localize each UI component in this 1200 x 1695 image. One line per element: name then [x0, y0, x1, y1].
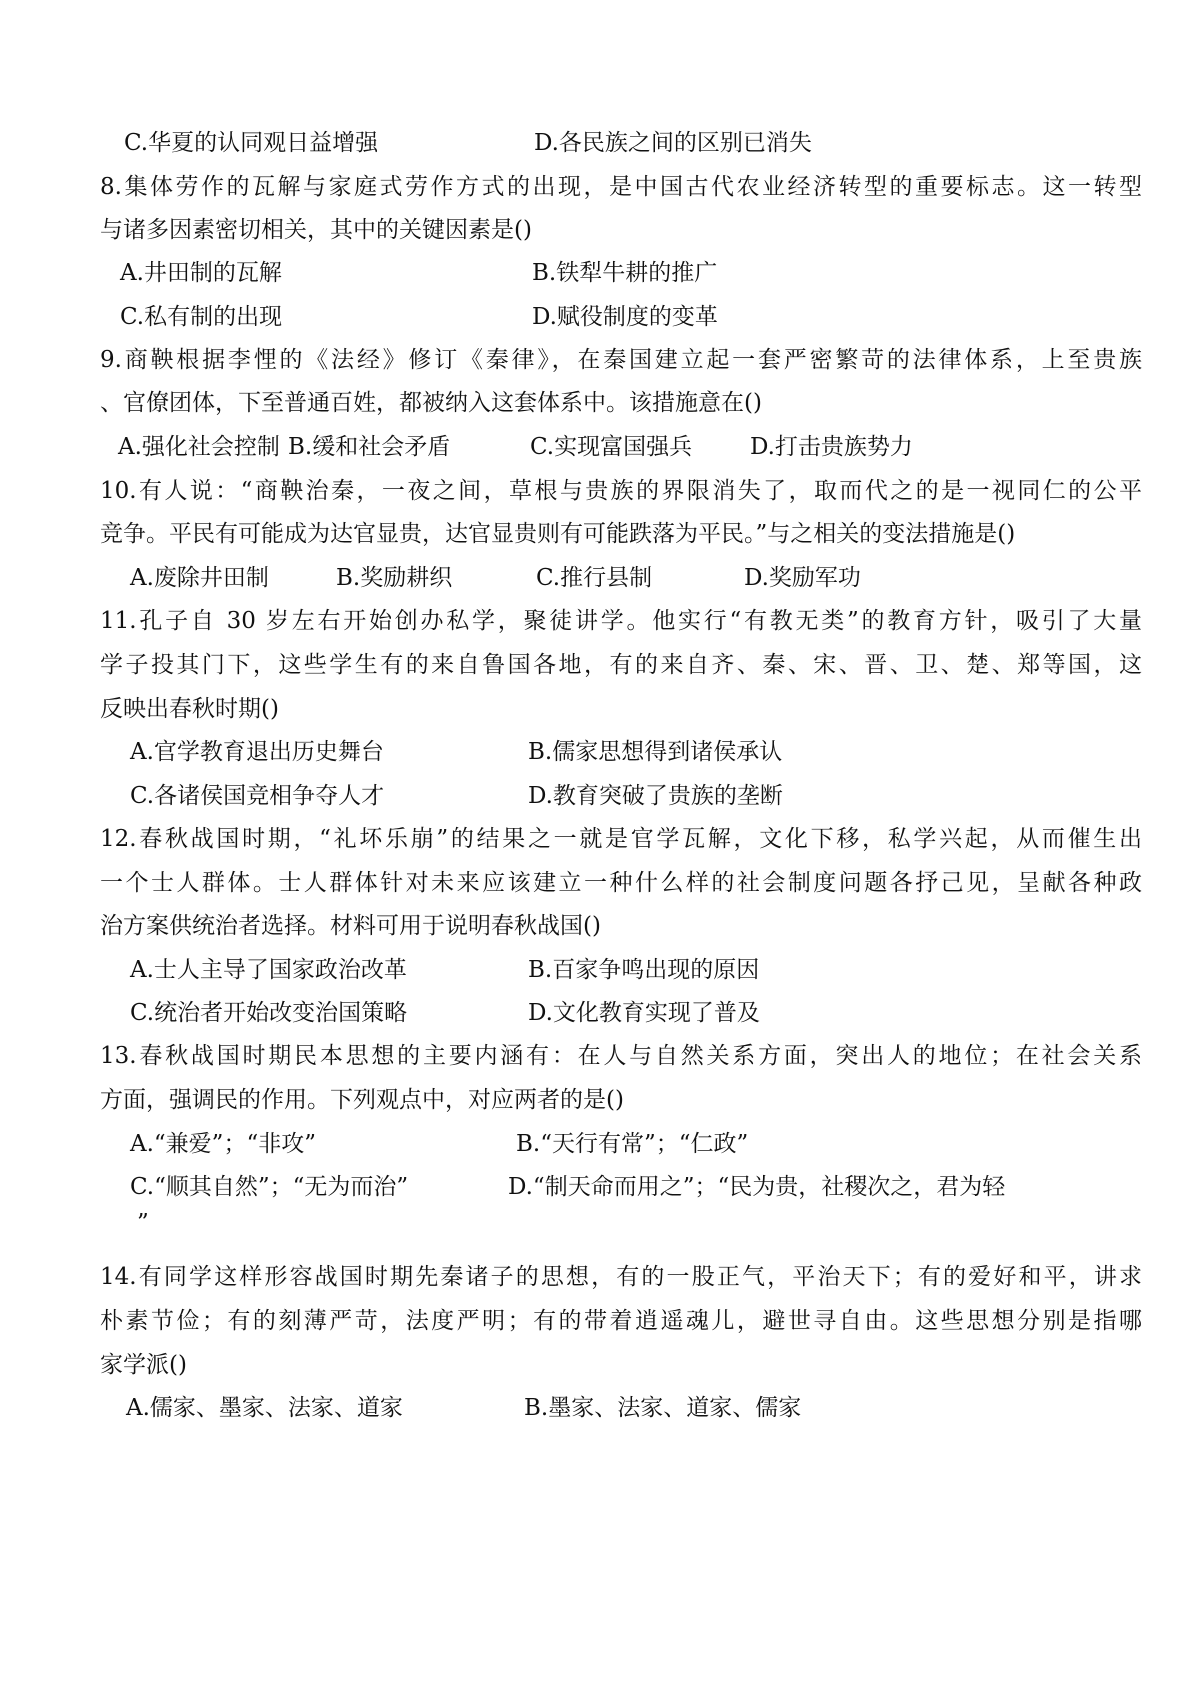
q12-option-a: A.士人主导了国家政治改革 — [130, 957, 407, 983]
q8-option-c: C.私有制的出现 — [120, 304, 283, 330]
q11-stem-line-1: 11.孔子自 30 岁左右开始创办私学，聚徒讲学。他实行“有教无类”的教育方针，吸引了大量 — [100, 608, 1142, 634]
q14-stem-line-1: 14.有同学这样形容战国时期先秦诸子的思想，有的一股正气，平治天下；有的爱好和平，讲求 — [100, 1264, 1142, 1290]
q8-option-b: B.铁犁牛耕的推广 — [532, 260, 718, 286]
q9-option-c: C.实现富国强兵 — [530, 434, 693, 460]
q12-stem-line-2: 一个士人群体。士人群体针对未来应该建立一种什么样的社会制度问题各抒己见，呈献各种政 — [100, 870, 1142, 896]
q11-option-b: B.儒家思想得到诸侯承认 — [528, 739, 783, 765]
q10-option-d: D.奖励军功 — [744, 565, 861, 591]
q12-option-b: B.百家争鸣出现的原因 — [528, 957, 760, 983]
q11-option-d: D.教育突破了贵族的垄断 — [528, 783, 783, 809]
q7-option-c: C.华夏的认同观日益增强 — [124, 130, 379, 156]
q11-option-c: C.各诸侯国竞相争夺人才 — [130, 783, 385, 809]
q13-option-c: C.“顺其自然”；“无为而治” — [130, 1174, 409, 1200]
q13-stem-line-1: 13.春秋战国时期民本思想的主要内涵有：在人与自然关系方面，突出人的地位；在社会关系 — [100, 1043, 1142, 1069]
q13-option-a: A.“兼爱”；“非攻” — [130, 1131, 316, 1157]
q10-stem-line-2: 竞争。平民有可能成为达官显贵，达官显贵则有可能跌落为平民。”与之相关的变法措施是() — [100, 521, 1016, 547]
q9-option-a: A.强化社会控制 — [118, 434, 280, 460]
q10-option-c: C.推行县制 — [536, 565, 653, 591]
q14-option-b: B.墨家、法家、道家、儒家 — [524, 1395, 802, 1421]
q12-stem-line-1: 12.春秋战国时期，“礼坏乐崩”的结果之一就是官学瓦解，文化下移，私学兴起，从而催生出 — [100, 826, 1142, 852]
q10-stem-line-1: 10.有人说：“商鞅治秦，一夜之间，草根与贵族的界限消失了，取而代之的是一视同仁的公平 — [100, 478, 1142, 504]
q9-stem-line-2: 、官僚团体，下至普通百姓，都被纳入这套体系中。该措施意在() — [100, 390, 762, 416]
q13-option-d-closing-quote: ” — [137, 1210, 149, 1236]
q13-option-b: B.“天行有常”；“仁政” — [516, 1131, 749, 1157]
q13-option-d: D.“制天命而用之”；“民为贵，社稷次之，君为轻 — [508, 1174, 1006, 1200]
q14-option-a: A.儒家、墨家、法家、道家 — [126, 1395, 403, 1421]
q9-stem-line-1: 9.商鞅根据李悝的《法经》修订《秦律》，在秦国建立起一套严密繁苛的法律体系，上至贵族 — [100, 347, 1142, 373]
q14-stem-line-3: 家学派() — [100, 1352, 187, 1378]
q9-option-b: B.缓和社会矛盾 — [288, 434, 451, 460]
q12-option-c: C.统治者开始改变治国策略 — [130, 1000, 408, 1026]
q7-option-d: D.各民族之间的区别已消失 — [534, 130, 812, 156]
q9-option-d: D.打击贵族势力 — [750, 434, 913, 460]
q13-stem-line-2: 方面，强调民的作用。下列观点中，对应两者的是() — [100, 1087, 624, 1113]
q11-stem-line-3: 反映出春秋时期() — [100, 696, 279, 722]
q10-option-b: B.奖励耕织 — [336, 565, 453, 591]
q11-stem-line-2: 学子投其门下，这些学生有的来自鲁国各地，有的来自齐、秦、宋、晋、卫、楚、郑等国，这 — [100, 652, 1142, 678]
q12-stem-line-3: 治方案供统治者选择。材料可用于说明春秋战国() — [100, 913, 601, 939]
q11-option-a: A.官学教育退出历史舞台 — [130, 739, 384, 765]
q8-stem-line-2: 与诸多因素密切相关，其中的关键因素是() — [100, 217, 532, 243]
q12-option-d: D.文化教育实现了普及 — [528, 1000, 760, 1026]
q8-option-a: A.井田制的瓦解 — [120, 260, 282, 286]
q10-option-a: A.废除井田制 — [130, 565, 269, 591]
q8-stem-line-1: 8.集体劳作的瓦解与家庭式劳作方式的出现，是中国古代农业经济转型的重要标志。这一转型 — [100, 174, 1142, 200]
q14-stem-line-2: 朴素节俭；有的刻薄严苛，法度严明；有的带着逍遥魂儿，避世寻自由。这些思想分别是指哪 — [100, 1308, 1142, 1334]
q8-option-d: D.赋役制度的变革 — [532, 304, 718, 330]
